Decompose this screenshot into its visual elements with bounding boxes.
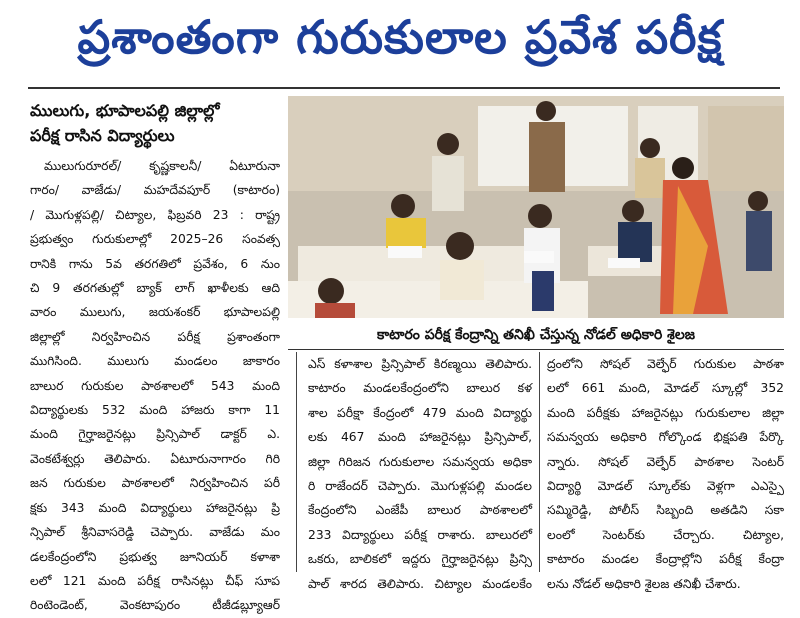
- column-divider: [539, 352, 540, 572]
- caption-rule: [288, 349, 784, 350]
- subheadline: [30, 98, 275, 148]
- article-line: ఎస్ కళాశాల ప్రిన్సిపాల్ కిరణ్మయి తెలిపారు.: [308, 357, 532, 371]
- article-line: వెంకటేశ్వర్లు తెలిపారు. ఏటూరునాగారం గిరి: [30, 451, 280, 466]
- article-line: వారం ములుగు, జయశంకర్ భూపాలపల్లి: [30, 305, 280, 320]
- article-line: కాటారం మండలకేంద్రంలోని బాలుర కళ: [308, 381, 532, 396]
- article-line: చి 9 తరగతుల్లో బ్యాక్ లాగ్ ఖాళీలకు ఆది: [30, 281, 280, 296]
- article-line: మంది గైర్హాజరైనట్లు ప్రిన్సిపాల్ డాక్టర్ ఎ.: [30, 427, 280, 442]
- article-line: 233 విద్యార్థులు పరీక్ష రాశారు. బాలురలో: [308, 527, 532, 542]
- article-line: లకు 467 మంది హాజరైనట్లు ప్రిన్సిపాల్,: [308, 430, 532, 445]
- article-line: లను నోడల్ అధికారి శైలజ తనిఖీ చేశారు.: [547, 576, 741, 591]
- article-column-1: [30, 154, 280, 618]
- article-line: శాల పరీక్షా కేంద్రంలో 479 మంది విద్యార్థు: [308, 405, 532, 420]
- headline: ప్రశాంతంగా గురుకులాల ప్రవేశ పరీక్ష: [77, 10, 723, 64]
- article-column-2: [308, 352, 532, 596]
- article-line: ములుగురూరల్/ కృష్ణకాలనీ/ ఏటూరునా: [44, 159, 280, 173]
- article-line: న్సిపాల్ శ్రీనివాసరెడ్డి చెప్పారు. వాజేడు మం: [30, 525, 280, 540]
- column-divider: [296, 352, 297, 572]
- subheadline-line: పరీక్ష రాసిన విద్యార్థులు: [30, 126, 175, 145]
- article-line: కాటారం మండల కేంద్రాల్లోని పరీక్ష కేంద్రా: [547, 552, 784, 567]
- article-line: జన గురుకుల పాఠశాలలో నిర్వహించిన పరీ: [30, 476, 280, 491]
- classroom-exam-photo: [288, 96, 784, 318]
- article-line: విద్యార్థి మోడల్ స్కూల్‌కు వెళ్లగా ఎఎస్పై: [547, 479, 784, 494]
- article-line: పాల్ శారద తెలిపారు. చిట్యాల మండలకేం: [308, 576, 532, 591]
- article-line: రి రాజేందర్ చెప్పారు. మొగుళ్లపల్లి మండల: [308, 479, 532, 494]
- article-line: లంలో సెంటర్‌కు చేర్చారు. చిట్యాల,: [547, 527, 784, 542]
- article-line: ప్రభుత్వం గురుకులాల్లో 2025–26 సంవత్స: [30, 232, 280, 247]
- article-line: జిల్లా గిరిజన గురుకులాల సమన్వయ అధికా: [308, 454, 532, 469]
- article-line: జిల్లాల్లో నిర్వహించిన పరీక్ష ప్రశాంతంగా: [30, 329, 280, 344]
- article-line: డలకేంద్రంలోని ప్రభుత్వ జూనియర్ కళాశా: [30, 549, 280, 564]
- article-line: గారం/ వాజేడు/ మహదేవపూర్ (కాటారం): [30, 183, 280, 198]
- article-line: క్షకు 343 మంది విద్యార్థులు హాజరైనట్లు ప్రి: [30, 500, 280, 515]
- article-line: ముగిసింది. ములుగు మండలం జాకారం: [30, 354, 280, 369]
- article-line: సమ్మిరెడ్డి, పోలీస్ సిబ్బంది అతడిని సకా: [547, 503, 784, 518]
- article-line: రింటెండెంట్, వెంకటాపురం టీజీడబ్ల్యూఆర్: [30, 598, 280, 613]
- photo-caption: కాటారం పరీక్ష కేంద్రాన్ని తనిఖీ చేస్తున్న నోడల్ అధికారి శైలజ: [377, 327, 695, 343]
- article-line: బాలుర గురుకుల పాఠశాలలో 543 మంది: [30, 378, 280, 393]
- article-line: మంది పరీక్షకు హాజరైనట్లు గురుకులాల జిల్లా: [547, 405, 784, 420]
- article-line: ఒకరు, బాలికలో ఇద్దరు గైర్హాజరైనట్లు ప్రిన్సి: [308, 552, 532, 567]
- article-line: కేంద్రంలోని ఎంజేపీ బాలుర పాఠశాలలో: [308, 503, 532, 518]
- headline-rule: [28, 87, 780, 89]
- subheadline-line: ములుగు, భూపాలపల్లి జిల్లాల్లో: [30, 101, 220, 120]
- article-line: ద్రంలోని సోషల్ వెల్ఫేర్ గురుకుల పాఠశా: [547, 357, 784, 371]
- article-line: లలో 121 మంది పరీక్ష రాసినట్లు చీఫ్ సూప: [30, 573, 280, 588]
- article-line: విద్యార్థులకు 532 మంది హాజరు కాగా 11: [30, 403, 280, 418]
- article-column-3: [547, 352, 784, 596]
- article-line: సమన్వయ అధికారి గోల్కొండ భిక్షపతి పేర్కొ: [547, 430, 784, 445]
- article-line: న్నారు. సోషల్ వెల్ఫేర్ పాఠశాల సెంటర్: [547, 454, 784, 469]
- article-line: లలో 661 మంది, మోడల్ స్కూల్లో 352: [547, 381, 784, 396]
- article-line: రానికి గాను 5వ తరగతిలో ప్రవేశం, 6 నుం: [30, 256, 280, 271]
- article-line: / మొగుళ్లపల్లి/ చిట్యాల, ఫిబ్రవరి 23 : రాష్ట్ర: [30, 207, 280, 222]
